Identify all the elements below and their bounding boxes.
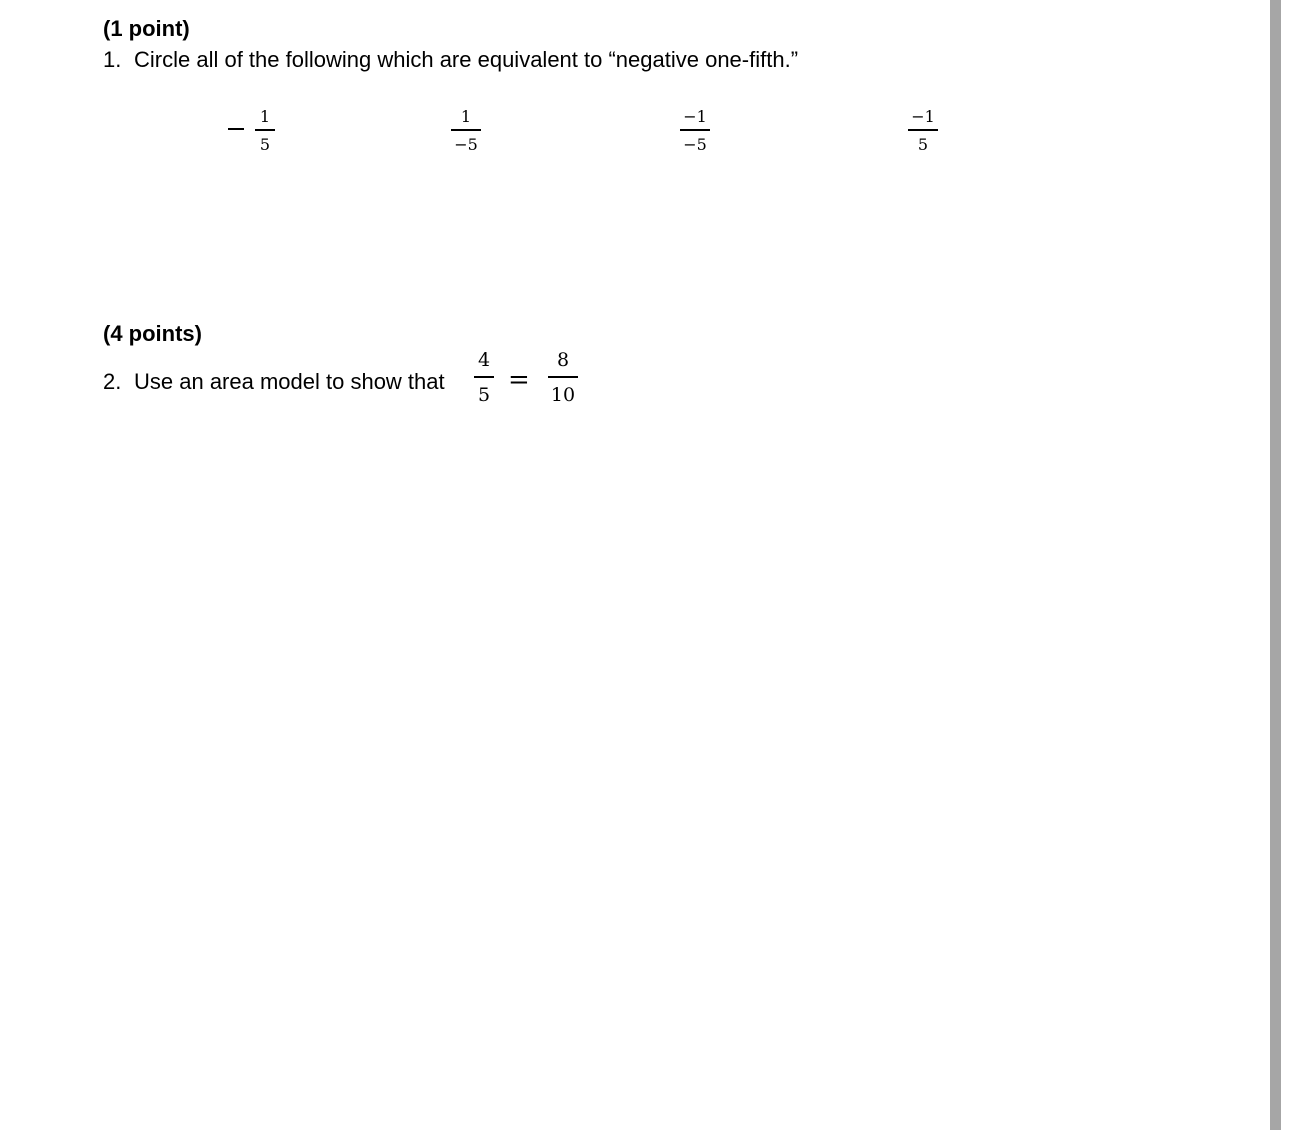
- equation-equals-sign: =: [508, 365, 530, 395]
- question-2-prompt: Use an area model to show that: [134, 369, 445, 394]
- choice-b-fraction-bar: [451, 129, 481, 131]
- equation-right-fraction: [548, 351, 578, 405]
- choice-c-fraction-bar: [680, 129, 710, 131]
- choice-d-denominator: 5: [917, 135, 929, 154]
- equation-right-numerator: 8: [556, 349, 570, 371]
- equation-left-fraction-bar: [474, 376, 494, 378]
- choice-d-numerator: −1: [911, 107, 935, 126]
- question-2-text: [103, 369, 445, 395]
- vertical-scrollbar[interactable]: [1270, 0, 1281, 1130]
- question-1-text: [103, 47, 798, 73]
- question-1-number: 1.: [103, 47, 122, 72]
- choice-a-fraction[interactable]: [255, 109, 275, 153]
- equation-left-numerator: 4: [477, 349, 491, 371]
- choice-b-numerator: 1: [460, 107, 472, 126]
- equation-right-fraction-bar: [548, 376, 578, 378]
- question-1-prompt: Circle all of the following which are equivalent to “negative one-fifth.”: [134, 47, 799, 72]
- choice-d-fraction-bar: [908, 129, 938, 131]
- question-1-points: (1 point): [103, 16, 190, 41]
- choice-b-fraction[interactable]: [451, 109, 481, 153]
- choice-a-fraction-bar: [255, 129, 275, 131]
- choice-a-negative-sign: [228, 128, 244, 130]
- question-2-number: 2.: [103, 369, 122, 394]
- choice-a-numerator: 1: [259, 107, 271, 126]
- equation-left-fraction: [474, 351, 494, 405]
- choice-d-fraction[interactable]: [908, 109, 938, 153]
- equation-right-denominator: 10: [550, 384, 576, 406]
- choice-a-denominator: 5: [259, 135, 271, 154]
- choice-c-fraction[interactable]: [680, 109, 710, 153]
- question-2-points: (4 points): [103, 321, 202, 346]
- choice-c-numerator: −1: [683, 107, 707, 126]
- choice-c-denominator: −5: [683, 135, 707, 154]
- choice-b-denominator: −5: [454, 135, 478, 154]
- equation-left-denominator: 5: [477, 384, 491, 406]
